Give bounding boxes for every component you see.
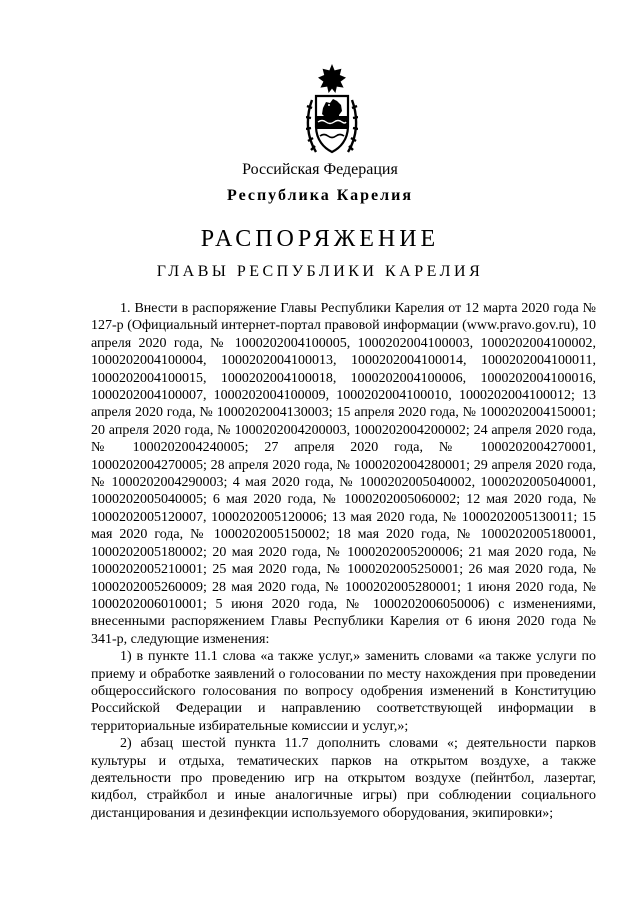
document-body — [91, 300, 596, 822]
header-federation: Российская Федерация — [242, 161, 398, 178]
paragraph-1: 1. Внести в распоряжение Главы Республики Карелия от 12 марта 2020 года № 127-р (Официальный интернет-портал правовой информации (www.pravo.gov.ru), 10 апреля 2020 года, № 1000202004100005, 1000202004100003, 1000202004100002, 1000202004100004, 1000202004100013, 1000202004100014, 1000202004100011, 1000202004100015, 1000202004100018, 1000202004100006, 1000202004100016, 1000202004100007, 1000202004100009, 1000202004100010, 1000202004100012; 13 апреля 2020 года, № 1000202004130003; 15 апреля 2020 года, № 1000202004150001; 20 апреля 2020 года, № 1000202004200003, 1000202004200002; 24 апреля 2020 года, № 1000202004240005; 27 апреля 2020 года, № 1000202004270001, 1000202004270005; 28 апреля 2020 года, № 1000202004280001; 29 апреля 2020 года, № 1000202004290003; 4 мая 2020 года, № 1000202005040002, 1000202005040001, 1000202005040005; 6 мая 2020 года, № 1000202005060002; 12 мая 2020 года, № 1000202005120007, 1000202005120006; 13 мая 2020 года, № 1000202005130011; 15 мая 2020 года, № 1000202005150002; 18 мая 2020 года, № 1000202005180001, 1000202005180002; 20 мая 2020 года, № 1000202005200006; 21 мая 2020 года, № 1000202005210001; 25 мая 2020 года, № 1000202005250001; 26 мая 2020 года, № 1000202005260009; 28 мая 2020 года, № 1000202005280001; 1 июня 2020 года, № 1000202006010001; 5 июня 2020 года, № 1000202006050006) с изменениями, внесенными распоряжением Главы Республики Карелия от 6 июня 2020 года № 341-р, следующие изменения: — [91, 301, 596, 647]
emblem-branch-left — [306, 100, 316, 152]
item-2: 2) абзац шестой пункта 11.7 дополнить словами «; деятельности парков культуры и отдыха, тематических парков на открытом воздухе, а также деятельности про проведению игр на открытом воздухе (пейнтбол, лазертаг, кидбол, страйкбол и иные аналогичные игры) при соблюдении социального дистанцирования и дезинфекции используемого оборудования, экипировки»; — [91, 736, 596, 821]
emblem-branch-right — [348, 100, 358, 152]
issuer-title: ГЛАВЫ РЕСПУБЛИКИ КАРЕЛИЯ — [156, 263, 484, 280]
karelia-coat-of-arms-icon — [306, 64, 358, 160]
document-type-title: РАСПОРЯЖЕНИЕ — [200, 226, 440, 252]
item-1: 1) в пункте 11.1 слова «а также услуг,» заменить словами «а также услуги по приему и обработке заявлений о голосовании по месту нахождения при проведении общероссийского голосования по вопросу одобрения изменений в Конституцию Российской Федерации и направлению соответствующей информации в территориальные избирательные комиссии и услуг,»; — [91, 649, 596, 734]
header-republic: Республика Карелия — [227, 187, 413, 204]
emblem-star — [318, 64, 346, 93]
